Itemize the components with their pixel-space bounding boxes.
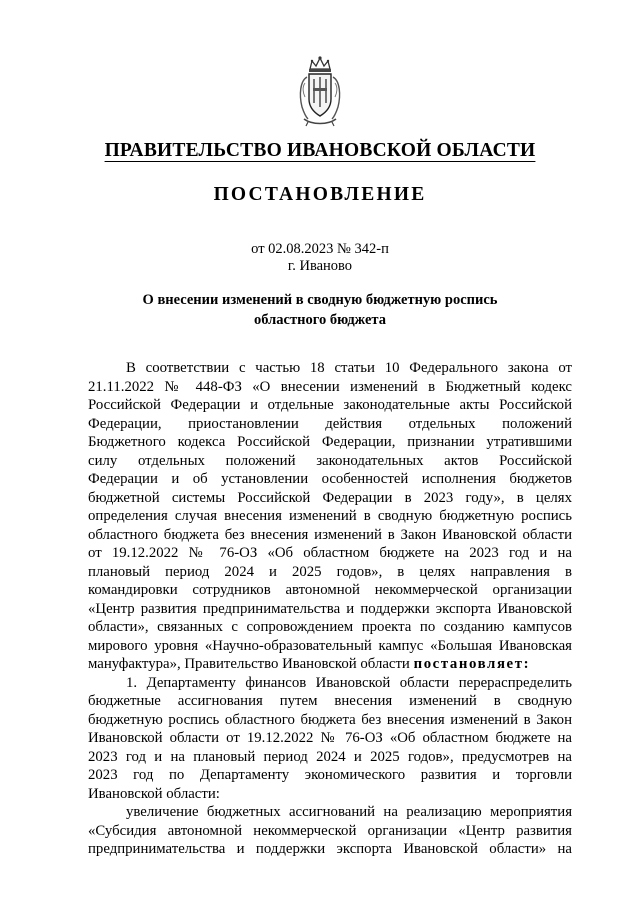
document-subject bbox=[0, 290, 640, 330]
paragraph-line: Ивановской области от 19.12.2022 № 76-ОЗ «Об областном бюджете на bbox=[88, 730, 572, 746]
city: г. Иваново bbox=[287, 258, 353, 274]
document-type: ПОСТАНОВЛЕНИЕ bbox=[213, 184, 427, 205]
paragraph-line: бюджетные ассигнования путем внесения изменений в сводную bbox=[88, 693, 572, 709]
paragraph-line: 2023 год по Департаменту экономического развития и торговли bbox=[88, 767, 572, 783]
organization-name: ПРАВИТЕЛЬСТВО ИВАНОВСКОЙ ОБЛАСТИ bbox=[104, 140, 536, 161]
paragraph-line: от 19.12.2022 № 76-ОЗ «Об областном бюджете на 2023 год и на bbox=[88, 545, 572, 561]
paragraph-line: командировки сотрудников автономной некоммерческой организации bbox=[88, 582, 572, 598]
subject-line: О внесении изменений в сводную бюджетную роспись bbox=[142, 292, 498, 308]
paragraph-line: 21.11.2022 № 448-ФЗ «О внесении изменений в Бюджетный кодекс bbox=[88, 378, 572, 395]
paragraph-line: силу отдельных положений законодательных актов Российской bbox=[88, 452, 572, 469]
paragraph-line: определения случая внесения изменений в сводную бюджетную роспись bbox=[88, 508, 572, 524]
resolves-word: постановляет: bbox=[413, 656, 531, 672]
paragraph-line: плановый период 2024 и 2025 годов», в целях направления в bbox=[88, 563, 572, 580]
paragraph-line: «Центр развития предпринимательства и поддержки экспорта Ивановской bbox=[88, 600, 572, 617]
document-body bbox=[88, 359, 572, 859]
resolution-line bbox=[88, 655, 572, 674]
paragraph-line: В соответствии с частью 18 статьи 10 Федерального закона от bbox=[126, 360, 572, 376]
paragraph-line: Российской Федерации и отдельные законодательные акты Российской bbox=[88, 397, 572, 413]
paragraph-line: Бюджетного кодекса Российской Федерации, признании утратившими bbox=[88, 434, 572, 450]
paragraph-line: мануфактура», Правительство Ивановской области bbox=[88, 656, 410, 672]
coat-of-arms-emblem bbox=[296, 55, 344, 127]
paragraph-line: Федерации и об установлении особенностей исполнения бюджетов bbox=[88, 471, 572, 487]
paragraph-line: бюджетной системы Российской Федерации в 2023 году», в целях bbox=[88, 489, 572, 506]
paragraph-line: 1. Департаменту финансов Ивановской области перераспределить bbox=[126, 674, 572, 691]
paragraph-line: Ивановской области: bbox=[88, 785, 220, 802]
paragraph-line: Федерации, приостановлении действия отдельных положений bbox=[88, 415, 572, 432]
paragraph-line: 2023 год и на плановый период 2024 и 2025 годов», предусмотрев на bbox=[88, 748, 572, 765]
date-number: от 02.08.2023 № 342-п bbox=[251, 241, 389, 257]
document-meta bbox=[0, 241, 640, 275]
paragraph-line: предпринимательства и поддержки экспорта Ивановской области» на bbox=[88, 841, 572, 857]
subject-line: областного бюджета bbox=[254, 312, 386, 328]
paragraph-line: области», связанных с сопровождением проекта по созданию кампусов bbox=[88, 619, 572, 635]
paragraph-line: областного бюджета без внесения изменений в Закон Ивановской области bbox=[88, 526, 572, 543]
paragraph-line: увеличение бюджетных ассигнований на реализацию мероприятия bbox=[126, 804, 572, 820]
paragraph-line: «Субсидия автономной некоммерческой организации «Центр развития bbox=[88, 822, 572, 839]
paragraph-line: бюджетную роспись областного бюджета без внесения изменений в Закон bbox=[88, 711, 572, 728]
paragraph-line: мирового уровня «Научно-образовательный кампус «Большая Ивановская bbox=[88, 637, 572, 654]
